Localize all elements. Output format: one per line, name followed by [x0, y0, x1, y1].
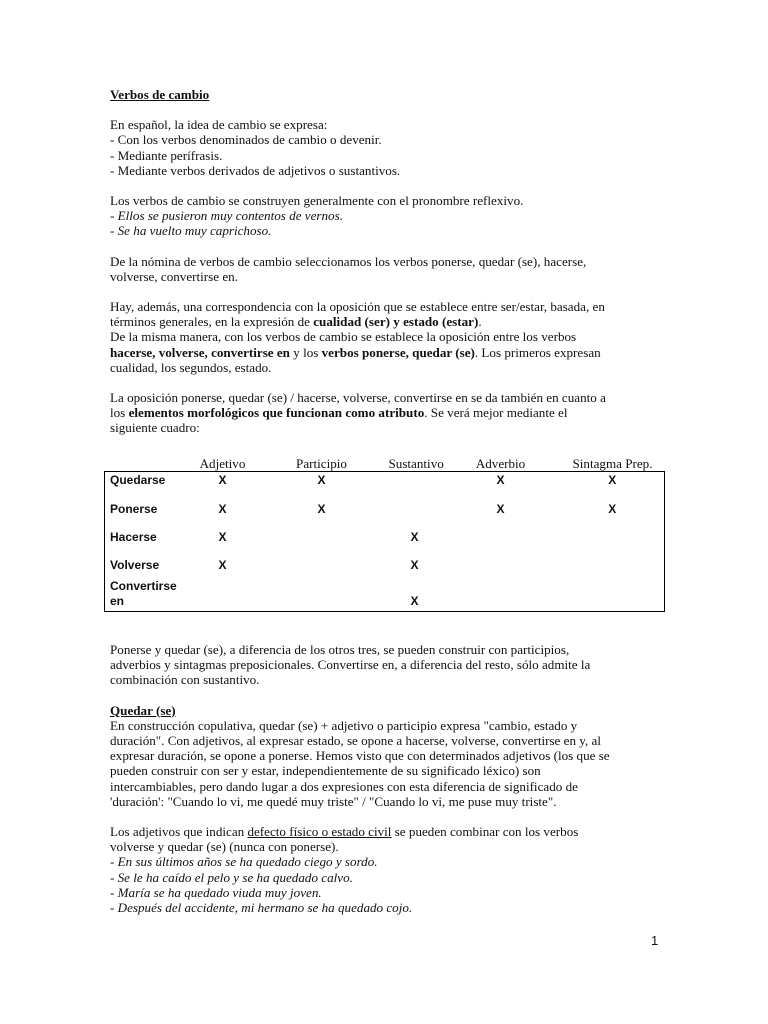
- selection-line: De la nómina de verbos de cambio seleccionamos los verbos ponerse, quedar (se), hacerse,: [110, 253, 587, 269]
- table-cell: X: [218, 529, 227, 544]
- table-row: [105, 523, 665, 551]
- table-cell: Hacerse: [110, 529, 157, 544]
- table-header-row: [105, 456, 665, 472]
- table-cell: X: [317, 473, 326, 488]
- table-cell: [255, 551, 389, 579]
- table-cell: X: [608, 501, 617, 516]
- verb-comparison-table: [104, 456, 665, 612]
- bold-term: elementos morfológicos que funcionan como atributo: [128, 405, 425, 421]
- document-body-lower: [110, 642, 670, 915]
- bold-term: verbos ponerse, quedar (se): [321, 344, 475, 360]
- correspondence-line: De la misma manera, con los verbos de cambio se establece la oposición entre los verbos: [110, 329, 577, 345]
- reflexive-text: Los verbos de cambio se construyen generalmente con el pronombre reflexivo.: [110, 193, 524, 209]
- correspondence-line: hacerse, volverse, convertirse en y los verbos ponerse, quedar (se). Los primeros expresan: [110, 344, 601, 360]
- example-line: - En sus últimos años se ha quedado ciego y sordo.: [110, 854, 378, 870]
- page-title: Verbos de cambio: [110, 87, 210, 102]
- example-line: - Se le ha caído el pelo y se ha quedado calvo.: [110, 869, 353, 885]
- correspondence-line: cualidad, los segundos, estado.: [110, 359, 272, 375]
- table-cell: X: [608, 473, 617, 488]
- table-cell: [255, 523, 389, 551]
- table-cell: X: [218, 501, 227, 516]
- table-header: Sustantivo: [388, 456, 444, 471]
- selection-line: volverse, convertirse en.: [110, 268, 238, 284]
- table-cell: [561, 551, 665, 579]
- table-header: [105, 456, 191, 472]
- page-number: 1: [651, 933, 659, 948]
- bold-term: hacerse, volverse, convertirse en: [110, 344, 290, 360]
- table-cell: X: [410, 557, 419, 572]
- paragraph-line: intercambiables, pero dando lugar a dos expresiones con esta diferencia de significado de: [110, 778, 578, 794]
- list-item: - Mediante perífrasis.: [110, 147, 223, 163]
- table-cell: [191, 579, 255, 611]
- table-header: Adverbio: [475, 456, 526, 471]
- table-cell: [441, 579, 561, 611]
- attribute-line: La oposición ponerse, quedar (se) / hacerse, volverse, convertirse en se da también en cuanto a: [110, 390, 606, 406]
- table-cell: Ponerse: [110, 501, 158, 516]
- table-cell: X: [218, 557, 227, 572]
- table-cell: X: [410, 594, 419, 609]
- list-item: - Con los verbos denominados de cambio o devenir.: [110, 132, 382, 148]
- document-body: [110, 87, 670, 436]
- table-cell: Quedarse: [110, 473, 166, 488]
- table-cell: X: [410, 529, 419, 544]
- example-line: - María se ha quedado viuda muy joven.: [110, 884, 322, 900]
- table-cell: [561, 523, 665, 551]
- table-row: [105, 551, 665, 579]
- correspondence-line: términos generales, en la expresión de cualidad (ser) y estado (estar).: [110, 314, 482, 330]
- underlined-term: defecto físico o estado civil: [247, 824, 392, 840]
- paragraph-line: Los adjetivos que indican defecto físico o estado civil se pueden combinar con los verbos: [110, 824, 579, 840]
- bold-term: cualidad (ser) y estado (estar): [313, 314, 479, 330]
- table-cell: [389, 495, 441, 523]
- list-item: - Mediante verbos derivados de adjetivos o sustantivos.: [110, 162, 401, 178]
- example-line: - Después del accidente, mi hermano se ha quedado cojo.: [110, 900, 413, 916]
- table-row: [105, 495, 665, 523]
- table-cell: [255, 579, 389, 611]
- section-heading: Quedar (se): [110, 702, 176, 718]
- paragraph-line: duración". Con adjetivos, al expresar estado, se opone a hacerse, volverse, convertirse en y, al: [110, 733, 601, 749]
- attribute-line: siguiente cuadro:: [110, 420, 200, 436]
- table-row: [105, 579, 665, 611]
- paragraph-line: pueden construir con ser y estar, independientemente de su significado léxico) son: [110, 763, 541, 779]
- table-header: Participio: [296, 456, 347, 471]
- table-cell: [389, 472, 441, 496]
- comparison-line: Ponerse y quedar (se), a diferencia de los otros tres, se pueden construir con participios,: [110, 642, 570, 657]
- table-cell: X: [496, 501, 505, 516]
- intro-lead: En español, la idea de cambio se expresa:: [110, 117, 328, 133]
- table-cell: [441, 523, 561, 551]
- example-line: - Ellos se pusieron muy contentos de vernos.: [110, 208, 343, 224]
- table-cell: Convertirse en: [110, 579, 177, 609]
- attribute-line: los elementos morfológicos que funcionan como atributo. Se verá mejor mediante el: [110, 405, 568, 421]
- table-cell: [561, 579, 665, 611]
- paragraph-line: En construcción copulativa, quedar (se) + adjetivo o participio expresa "cambio, estado y: [110, 717, 578, 733]
- paragraph-line: 'duración': "Cuando lo vi, me quedé muy triste" / "Cuando lo vi, me puse muy triste".: [110, 793, 557, 809]
- table-cell: Volverse: [110, 557, 160, 572]
- example-line: - Se ha vuelto muy caprichoso.: [110, 223, 272, 239]
- table-cell: X: [496, 473, 505, 488]
- comparison-line: combinación con sustantivo.: [110, 672, 260, 688]
- table-cell: X: [218, 473, 227, 488]
- paragraph-line: expresar duración, se opone a ponerse. Hemos visto que con determinados adjetivos (los que se: [110, 748, 610, 764]
- paragraph-line: volverse y quedar (se) (nunca con ponerse).: [110, 839, 339, 855]
- table-header: Adjetivo: [199, 456, 246, 471]
- comparison-line: adverbios y sintagmas preposicionales. Convertirse en, a diferencia del resto, sólo admite la: [110, 657, 591, 673]
- table-cell: [441, 551, 561, 579]
- correspondence-line: Hay, además, una correspondencia con la oposición que se establece entre ser/estar, basada, en: [110, 299, 605, 315]
- table-header: Sintagma Prep.: [572, 456, 653, 471]
- table-cell: X: [317, 501, 326, 516]
- table-row: [105, 472, 665, 496]
